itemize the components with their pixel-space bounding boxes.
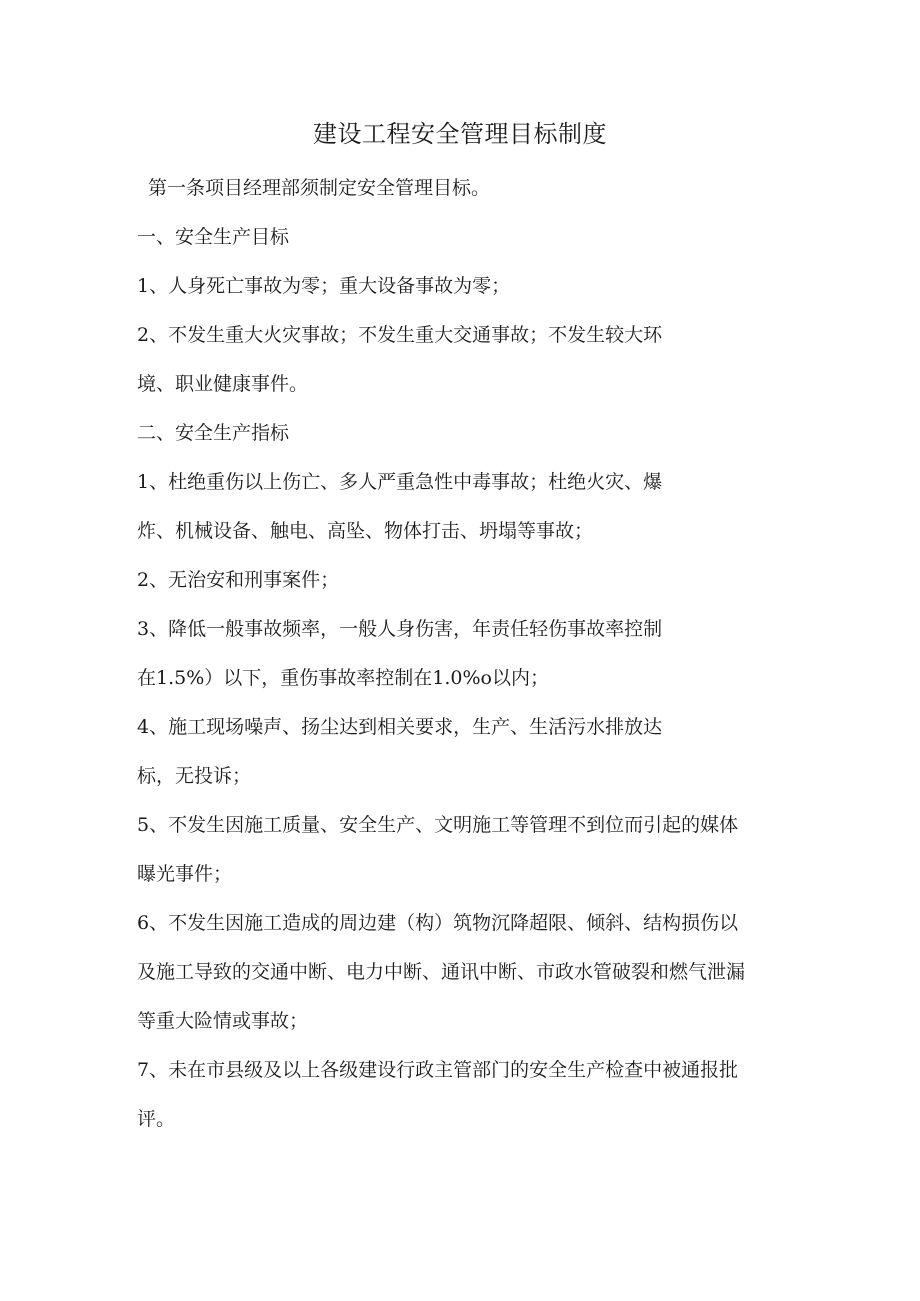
section2-item7-line1: 7、未在市县级及以上各级建设行政主管部门的安全生产检查中被通报批 — [137, 1059, 739, 1081]
section1-item2-line1: 2、不发生重大火灾事故；不发生重大交通事故；不发生较大环 — [137, 324, 663, 346]
section2-item3-line2: 在1.5%）以下，重伤事故率控制在1.0%o以内； — [137, 667, 549, 689]
section2-item4-line1: 4、施工现场噪声、扬尘达到相关要求，生产、生活污水排放达 — [137, 716, 663, 738]
section2-item1-line2: 炸、机械设备、触电、高坠、物体打击、坍塌等事故； — [137, 520, 594, 542]
section2-item1-line1: 1、杜绝重伤以上伤亡、多人严重急性中毒事故；杜绝火灾、爆 — [137, 471, 663, 493]
section2-item6-line2: 及施工导致的交通中断、电力中断、通讯中断、市政水管破裂和燃气泄漏 — [137, 961, 746, 983]
section2-item3-line1: 3、降低一般事故频率，一般人身伤害，年责任轻伤事故率控制 — [137, 618, 663, 640]
section2-item6-line1: 6、不发生因施工造成的周边建（构）筑物沉降超限、倾斜、结构损伤以 — [137, 912, 739, 934]
section2-item4-line2: 标，无投诉； — [137, 765, 252, 787]
intro-paragraph: 第一条项目经理部须制定安全管理目标。 — [148, 177, 491, 199]
section2-item7-line2: 评。 — [137, 1108, 176, 1130]
section1-item2-line2: 境、职业健康事件。 — [137, 373, 309, 395]
section2-item6-line3: 等重大险情或事故； — [137, 1010, 309, 1032]
section1-heading: 一、安全生产目标 — [137, 226, 290, 248]
section2-item5-line1: 5、不发生因施工质量、安全生产、文明施工等管理不到位而引起的媒体 — [137, 814, 739, 836]
section1-item1: 1、人身死亡事故为零；重大设备事故为零； — [137, 275, 511, 297]
document-title: 建设工程安全管理目标制度 — [313, 120, 607, 148]
section2-heading: 二、安全生产指标 — [137, 422, 290, 444]
section2-item5-line2: 曝光事件； — [137, 863, 233, 885]
section2-item2: 2、无治安和刑事案件； — [137, 569, 340, 591]
